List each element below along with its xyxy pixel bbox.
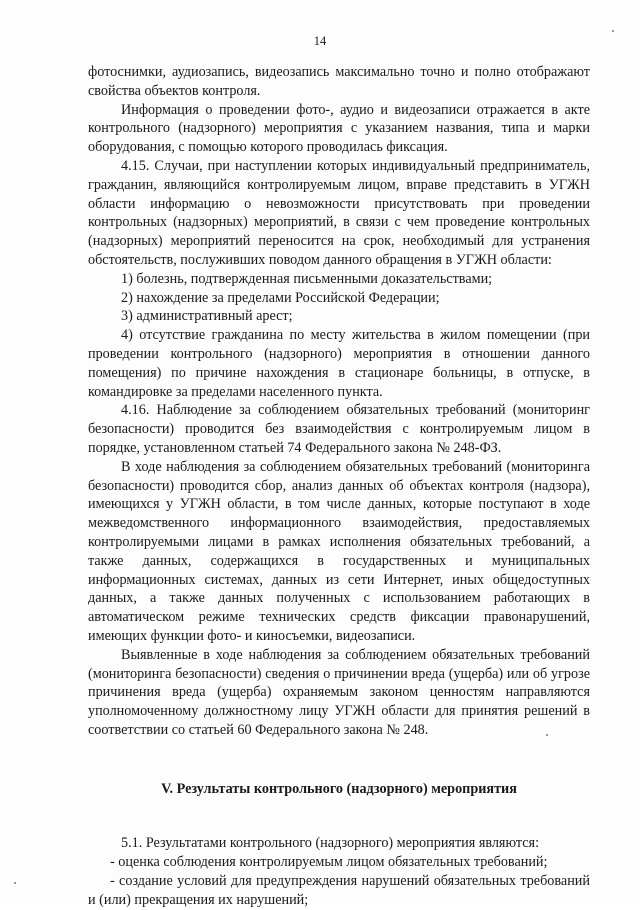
scan-speck <box>14 882 16 884</box>
paragraph-5-1: 5.1. Результатами контрольного (надзорного) мероприятия являются: <box>121 835 540 852</box>
page-number: 14 <box>313 34 327 48</box>
paragraph-monitoring-data: В ходе наблюдения за соблюдением обязательных требований (мониторинга безопасности) проводится сбор, анализ данных об объектах контроля (надзора), имеющихся у УГЖН области, в том числе данных, которые поступают в ходе межведомственного информационного взаимодействия, предоставляемых контролируемыми лицами в рамках исполнения обязательных требований, а также данных, содержащихся в государственных и муниципальных информационных системах, данных из сети Интернет, иных общедоступных данных, а также данных полученных с использованием работающих в автоматическом режиме технических средств фиксации правонарушений, имеющих функции фото- и киносъемки, видеозаписи. <box>88 458 590 644</box>
paragraph-photo-continuation: фотоснимки, аудиозапись, видеозапись максимально точно и полно отображают свойства объектов контроля. <box>88 64 590 99</box>
scan-speck <box>612 30 614 32</box>
scan-speck <box>546 734 548 736</box>
list-item-arrest: 3) административный арест; <box>121 308 293 325</box>
list-item-assessment: - оценка соблюдения контролируемым лицом обязательных требований; <box>110 854 548 871</box>
list-item-prevention: - создание условий для предупреждения нарушений обязательных требований и (или) прекращения их нарушений; <box>88 873 590 908</box>
list-item-abroad: 2) нахождение за пределами Российской Федерации; <box>121 289 440 306</box>
document-body <box>88 63 590 910</box>
paragraph-recording-info: Информация о проведении фото-, аудио и видеозаписи отражается в акте контрольного (надзорного) мероприятия с указанием названия, типа и марки оборудования, с помощью которого проводилась фиксация. <box>88 101 590 156</box>
section-heading: V. Результаты контрольного (надзорного) мероприятия <box>161 780 517 797</box>
list-item-absence: 4) отсутствие гражданина по месту жительства в жилом помещении (при проведении контрольного (надзорного) мероприятия в отношении данного помещения) по причине нахождения в стационаре больницы, в отпуске, в командировке за пределами населенного пункта. <box>88 327 590 400</box>
list-item-illness: 1) болезнь, подтвержденная письменными доказательствами; <box>121 270 493 287</box>
paragraph-4-16: 4.16. Наблюдение за соблюдением обязательных требований (мониторинг безопасности) проводится без взаимодействия с контролируемым лицом в порядке, установленном статьей 74 Федерального закона № 248-ФЗ. <box>88 402 590 456</box>
paragraph-detected-harm: Выявленные в ходе наблюдения за соблюдением обязательных требований (мониторинга безопасности) сведения о причинении вреда (ущерба) или об угрозе причинения вреда (ущерба) охраняемым законом ценностям направляются уполномоченному должностному лицу УГЖН области для принятия решений в соответствии со статьей 60 Федерального закона № 248. <box>88 646 590 738</box>
paragraph-4-15: 4.15. Случаи, при наступлении которых индивидуальный предприниматель, гражданин, являющийся контролируемым лицом, вправе представить в УГЖН области информацию о невозможности присутствовать при проведении контрольных (надзорных) мероприятий, в связи с чем проведение контрольных (надзорных) мероприятий переносится на срок, необходимый для устранения обстоятельств, послуживших поводом данного обращения в УГЖН области: <box>88 157 590 268</box>
